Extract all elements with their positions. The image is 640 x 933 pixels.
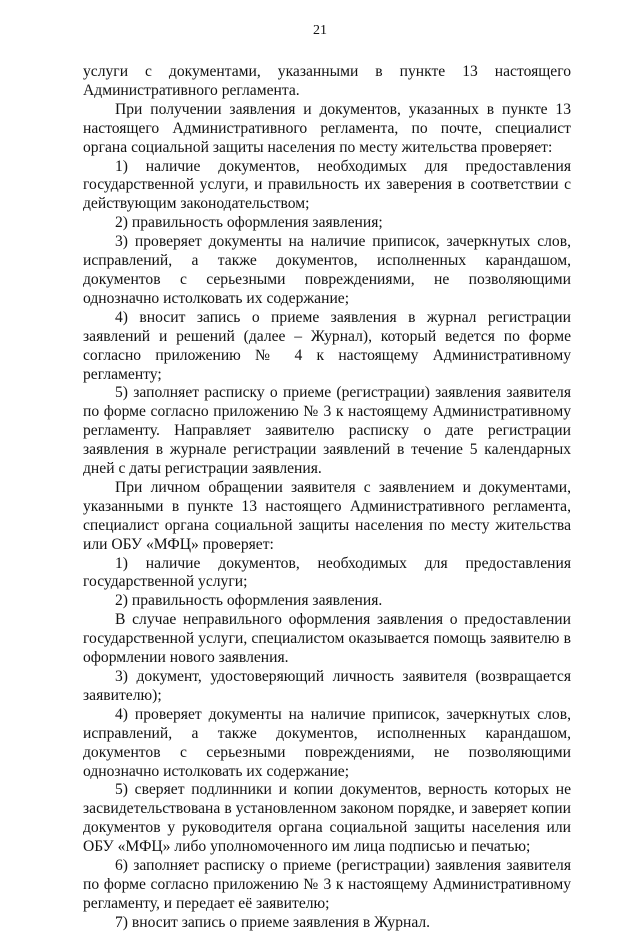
paragraph-mail-intro: При получении заявления и документов, указанных в пункте 13 настоящего Административного регламента, по почте, специалист органа социальной защиты населения по месту жительства проверяет: — [83, 100, 571, 156]
paragraph-mail-item-5: 5) заполняет расписку о приеме (регистрации) заявления заявителя по форме согласно приложению № 3 к настоящему Административному регламенту. Направляет заявителю расписку о дате регистрации заявления в журнале регистрации заявлений в течение 5 календарных дней с даты регистрации заявления. — [83, 384, 571, 478]
paragraph-personal-intro: При личном обращении заявителя с заявлением и документами, указанными в пункте 13 настоящего Административного регламента, специалист органа социальной защиты населения по месту жительства или ОБУ «МФЦ» проверяет: — [83, 478, 571, 553]
paragraph-mail-item-2: 2) правильность оформления заявления; — [115, 214, 383, 232]
paragraph-continuation: услуги с документами, указанными в пункте 13 настоящего Административного регламента. — [83, 63, 571, 99]
paragraph-mail-item-1: 1) наличие документов, необходимых для предоставления государственной услуги, и правильность их заверения в соответствии с действующим законодательством; — [83, 157, 571, 213]
paragraph-personal-item-6: 6) заполняет расписку о приеме (регистрации) заявления заявителя по форме согласно приложению № 3 к настоящему Административному регламенту, и передает её заявителю; — [83, 857, 571, 912]
document-body — [83, 63, 571, 933]
paragraph-personal-item-3: 3) документ, удостоверяющий личность заявителя (возвращается заявителю); — [83, 668, 571, 704]
paragraph-mail-item-4: 4) вносит запись о приеме заявления в журнал регистрации заявлений и решений (далее – Журнал), который ведется по форме согласно приложению № 4 к настоящему Административному регламенту; — [83, 308, 571, 383]
paragraph-mail-item-3: 3) проверяет документы на наличие приписок, зачеркнутых слов, исправлений, а также документов, исполненных карандашом, документов с серьезными повреждениями, не позволяющими однозначно истолковать их содержание; — [83, 233, 571, 307]
paragraph-personal-note: В случае неправильного оформления заявления о предоставлении государственной услуги, специалистом оказывается помощь заявителю в оформлении нового заявления. — [83, 611, 571, 667]
paragraph-personal-item-5: 5) сверяет подлинники и копии документов, верность которых не засвидетельствована в установленном законом порядке, и заверяет копии документов у руководителя органа социальной защиты населения или ОБУ «МФЦ» либо уполномоченного им лица подписью и печатью; — [83, 781, 571, 856]
paragraph-personal-item-4: 4) проверяет документы на наличие приписок, зачеркнутых слов, исправлений, а также документов, исполненных карандашом, документов с серьезными повреждениями, не позволяющими однозначно истолковать их содержание; — [83, 705, 571, 780]
paragraph-personal-item-1: 1) наличие документов, необходимых для предоставления государственной услуги; — [83, 554, 571, 591]
page-number: 21 — [313, 23, 327, 38]
paragraph-personal-item-2: 2) правильность оформления заявления. — [115, 592, 383, 610]
paragraph-personal-item-7: 7) вносит запись о приеме заявления в Журнал. — [115, 913, 431, 931]
